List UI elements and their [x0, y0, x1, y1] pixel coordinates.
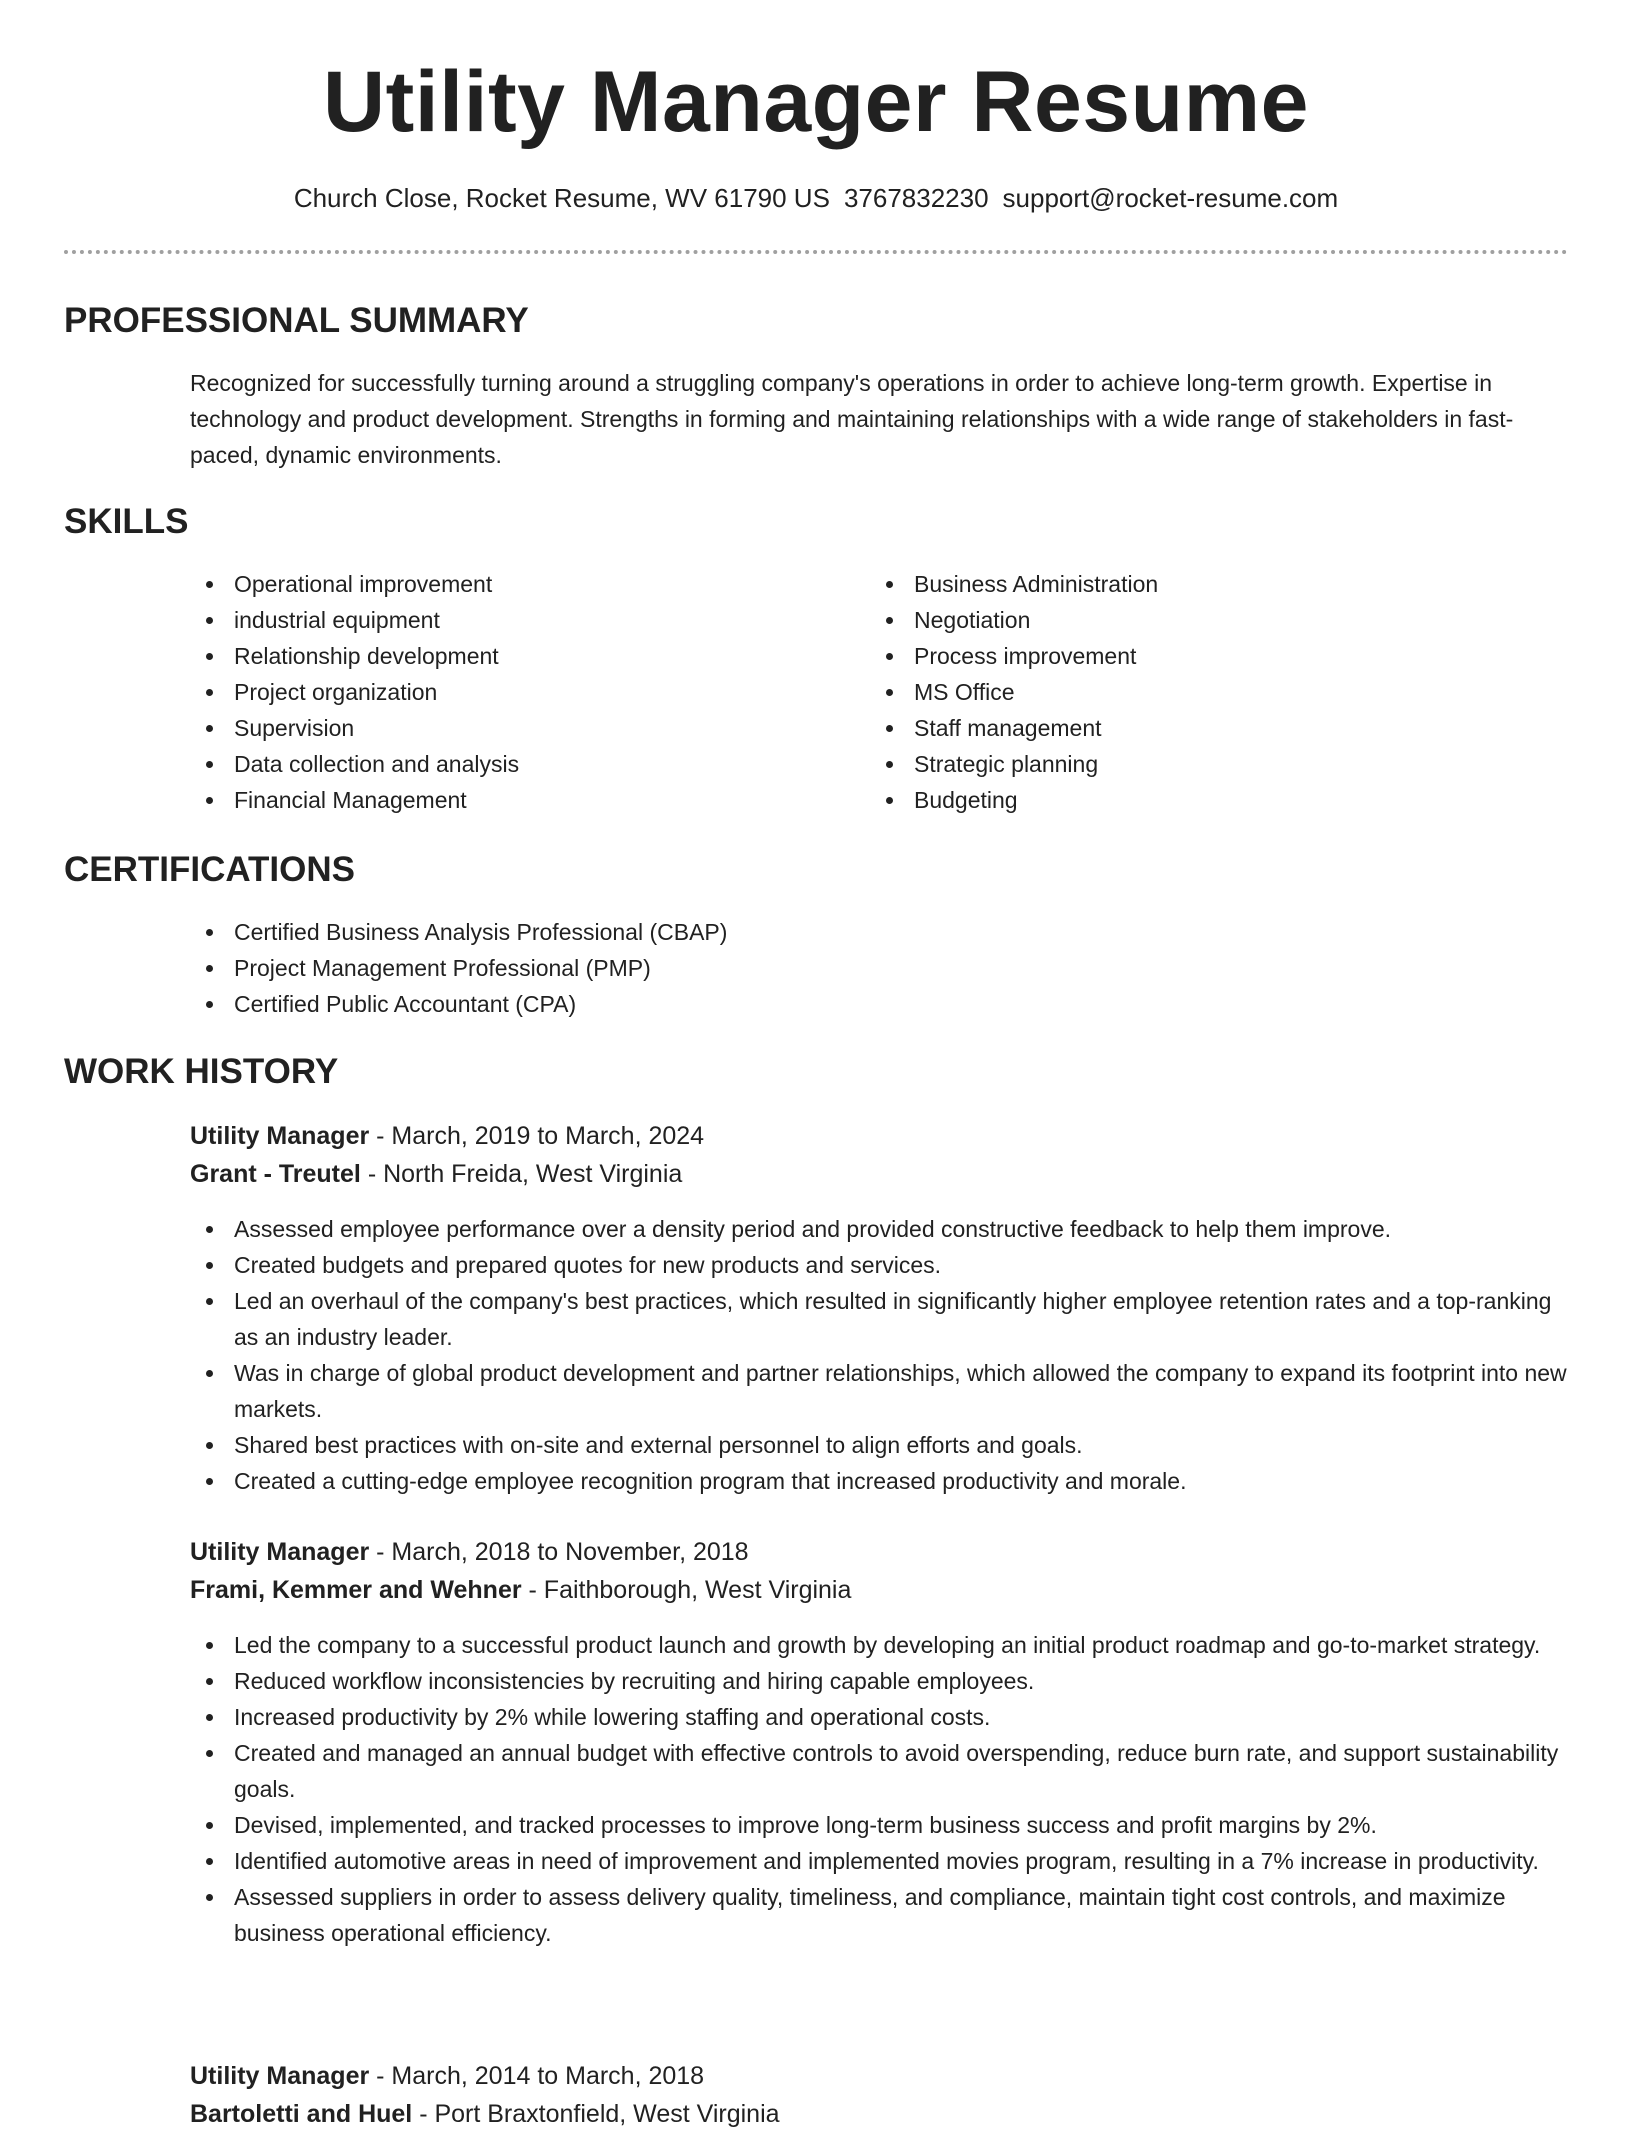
job-title: Utility Manager — [190, 2062, 370, 2090]
job-company-line — [190, 2095, 780, 2133]
contact-email[interactable]: support@rocket-resume.com — [1002, 183, 1339, 213]
summary-heading: PROFESSIONAL SUMMARY — [64, 301, 529, 340]
list-item: Certified Public Accountant (CPA) — [190, 986, 1490, 1022]
list-item: Negotiation — [870, 602, 1510, 638]
list-item: Created budgets and prepared quotes for new products and services. — [190, 1247, 1570, 1283]
job-title-line — [190, 1117, 704, 1155]
contact-address: Church Close, Rocket Resume, WV 61790 US — [293, 183, 830, 213]
job-dates: - March, 2014 to March, 2018 — [369, 2062, 705, 2090]
job-company-line — [190, 1571, 851, 1609]
summary-text: Recognized for successfully turning around a struggling company's operations in order to achieve long-term growth. Expertise in technology and product development. Strengths in forming and maintaining relationships with a wide range of stakeholders in fast-paced, dynamic environments. — [190, 370, 1514, 468]
job-dates: - March, 2019 to March, 2024 — [369, 1122, 705, 1150]
resume-title: Utility Manager Resume — [323, 54, 1309, 150]
list-item: Created and managed an annual budget with effective controls to avoid overspending, reduce burn rate, and support sustainability goals. — [190, 1735, 1570, 1807]
list-item: Project organization — [190, 674, 830, 710]
list-item: industrial equipment — [190, 602, 830, 638]
list-item: Project Management Professional (PMP) — [190, 950, 1490, 986]
job-title: Utility Manager — [190, 1122, 370, 1150]
list-item: Supervision — [190, 710, 830, 746]
list-item: Certified Business Analysis Professional (CBAP) — [190, 914, 1490, 950]
list-item: Staff management — [870, 710, 1510, 746]
job-location: - Port Braxtonfield, West Virginia — [412, 2100, 780, 2128]
header-divider — [64, 250, 1568, 254]
list-item: Financial Management — [190, 782, 830, 818]
list-item: Was in charge of global product development and partner relationships, which allowed the company to expand its footprint into new markets. — [190, 1355, 1570, 1427]
list-item: Led the company to a successful product launch and growth by developing an initial product roadmap and go-to-market strategy. — [190, 1627, 1570, 1663]
list-item: Led an overhaul of the company's best practices, which resulted in significantly higher employee retention rates and a top-ranking as an industry leader. — [190, 1283, 1570, 1355]
list-item: Process improvement — [870, 638, 1510, 674]
certifications-heading: CERTIFICATIONS — [64, 850, 356, 889]
work-history-heading: WORK HISTORY — [64, 1052, 339, 1091]
skills-list-left — [190, 566, 830, 818]
job-title-line — [190, 2057, 704, 2095]
job-dates: - March, 2018 to November, 2018 — [369, 1538, 749, 1566]
list-item: Reduced workflow inconsistencies by recruiting and hiring capable employees. — [190, 1663, 1570, 1699]
job-company: Frami, Kemmer and Wehner — [190, 1576, 522, 1604]
job-title: Utility Manager — [190, 1538, 370, 1566]
job-location: - Faithborough, West Virginia — [521, 1576, 852, 1604]
list-item: Assessed employee performance over a density period and provided constructive feedback to help them improve. — [190, 1211, 1570, 1247]
certifications-list — [190, 914, 1490, 1022]
list-item: Assessed suppliers in order to assess delivery quality, timeliness, and compliance, maintain tight cost controls, and maximize business operational efficiency. — [190, 1879, 1570, 1951]
list-item: Strategic planning — [870, 746, 1510, 782]
list-item: MS Office — [870, 674, 1510, 710]
skills-heading: SKILLS — [64, 502, 189, 541]
list-item: Operational improvement — [190, 566, 830, 602]
job-company: Grant - Treutel — [190, 1160, 361, 1188]
list-item: Budgeting — [870, 782, 1510, 818]
list-item: Increased productivity by 2% while lowering staffing and operational costs. — [190, 1699, 1570, 1735]
contact-line — [0, 180, 1632, 216]
list-item: Data collection and analysis — [190, 746, 830, 782]
list-item: Identified automotive areas in need of improvement and implemented movies program, resulting in a 7% increase in productivity. — [190, 1843, 1570, 1879]
job-bullets — [190, 1627, 1570, 1951]
list-item: Relationship development — [190, 638, 830, 674]
contact-phone: 3767832230 — [843, 183, 989, 213]
job-title-line — [190, 1533, 749, 1571]
list-item: Created a cutting-edge employee recognition program that increased productivity and morale. — [190, 1463, 1570, 1499]
list-item: Shared best practices with on-site and external personnel to align efforts and goals. — [190, 1427, 1570, 1463]
skills-list-right — [870, 566, 1510, 818]
job-location: - North Freida, West Virginia — [360, 1160, 683, 1188]
list-item: Devised, implemented, and tracked processes to improve long-term business success and profit margins by 2%. — [190, 1807, 1570, 1843]
job-bullets — [190, 1211, 1570, 1499]
list-item: Business Administration — [870, 566, 1510, 602]
job-company-line — [190, 1155, 682, 1193]
job-company: Bartoletti and Huel — [190, 2100, 413, 2128]
